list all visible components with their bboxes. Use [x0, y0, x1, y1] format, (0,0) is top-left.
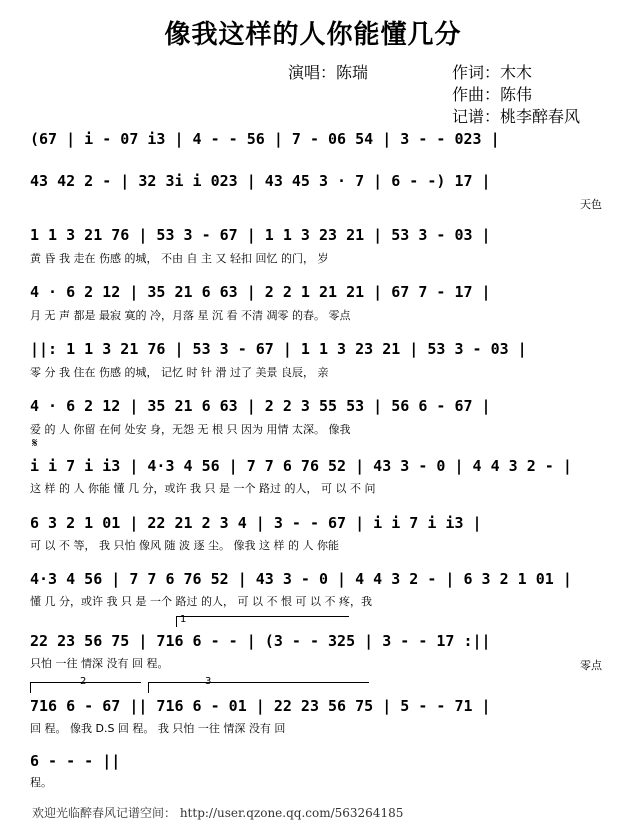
lyric-line-8: 可 以 不 等， 我 只怕 像风 随 波 逐 尘。 像我 这 样 的 人 你能: [30, 539, 339, 552]
score-line-8: 6 3 2 1 01 | 22 21 2 3 4 | 3 - - 67 | i i 7 i i3 |: [30, 514, 482, 532]
lyric-line-7: 这 样 的 人 你能 懂 几 分，或许 我 只 是 一个 路过 的人， 可 以 不 问: [30, 482, 376, 495]
score-line-11: 716 6 - 67 || 716 6 - 01 | 22 23 56 75 | 5 - - 71 |: [30, 697, 491, 715]
lyric-line-4: 月 无 声 都是 最寂 寞的 冷，月落 星 沉 看 不清 凋零 的春。 零点: [30, 309, 351, 322]
score-line-6: 4 · 6 2 12 | 35 21 6 63 | 2 2 3 55 53 | 56 6 - 67 |: [30, 397, 491, 415]
lyric-line-3: 黄 昏 我 走在 伤感 的城， 不由 自 主 又 轻扣 回忆 的门， 岁: [30, 252, 329, 265]
transcriber-credit: 记谱：桃李醉春风: [452, 107, 581, 126]
segno-mark: 𝄋: [32, 436, 38, 451]
score-line-3: 1 1 3 21 76 | 53 3 - 67 | 1 1 3 23 21 | 53 3 - 03 |: [30, 226, 491, 244]
volta-3-label: 3: [205, 676, 212, 687]
volta-2-label: 2: [80, 676, 87, 687]
score-line-12: 6 - - - ||: [30, 752, 121, 770]
score-line-4: 4 · 6 2 12 | 35 21 6 63 | 2 2 1 21 21 | 67 7 - 17 |: [30, 283, 491, 301]
lyric-line-2-right: 天色: [580, 198, 602, 211]
lyric-line-12: 程。: [30, 776, 52, 789]
lyric-line-10: 只怕 一往 情深 没有 回 程。: [30, 657, 169, 670]
composer-credit: 作曲：陈伟: [452, 85, 533, 104]
score-line-2: 43 42 2 - | 32 3i i 023 | 43 45 3 · 7 | 6 - -) 17 |: [30, 172, 491, 190]
score-line-1: (67 | i - 07 i3 | 4 - - 56 | 7 - 06 54 | 3 - - 023 |: [30, 130, 500, 148]
volta-1-label: 1: [180, 614, 187, 625]
song-title: 像我这样的人你能懂几分: [164, 20, 462, 50]
lyric-line-11: 回 程。 像我 D.S 回 程。 我 只怕 一往 情深 没有 回: [30, 722, 286, 735]
volta-3-bracket: [148, 682, 369, 693]
score-line-7: i i 7 i i3 | 4·3 4 56 | 7 7 6 76 52 | 43 3 - 0 | 4 4 3 2 - |: [30, 457, 572, 475]
score-line-10: 22 23 56 75 | 716 6 - - | (3 - - 325 | 3 - - 17 :||: [30, 632, 491, 650]
singer-credit: 演唱：陈瑞: [288, 63, 369, 82]
lyric-line-9: 懂 几 分，或许 我 只 是 一个 路过 的人， 可 以 不 恨 可 以 不 疼，我: [30, 595, 372, 608]
lyric-line-5: 零 分 我 住在 伤感 的城， 记忆 时 针 滑 过了 美景 良辰， 亲: [30, 366, 329, 379]
volta-1-bracket: [176, 616, 349, 627]
lyric-line-6: 爱 的 人 你留 在何 处安 身，无怨 无 根 只 因为 用情 太深。 像我: [30, 423, 351, 436]
lyricist-credit: 作词：木木: [452, 63, 533, 82]
score-line-9: 4·3 4 56 | 7 7 6 76 52 | 43 3 - 0 | 4 4 3 2 - | 6 3 2 1 01 |: [30, 570, 572, 588]
score-line-5: ||: 1 1 3 21 76 | 53 3 - 67 | 1 1 3 23 21 | 53 3 - 03 |: [30, 340, 527, 358]
footer-note: 欢迎光临醉春风记谱空间： http://user.qzone.qq.com/563264185: [32, 806, 404, 820]
lyric-line-10-right: 零点: [580, 659, 602, 672]
